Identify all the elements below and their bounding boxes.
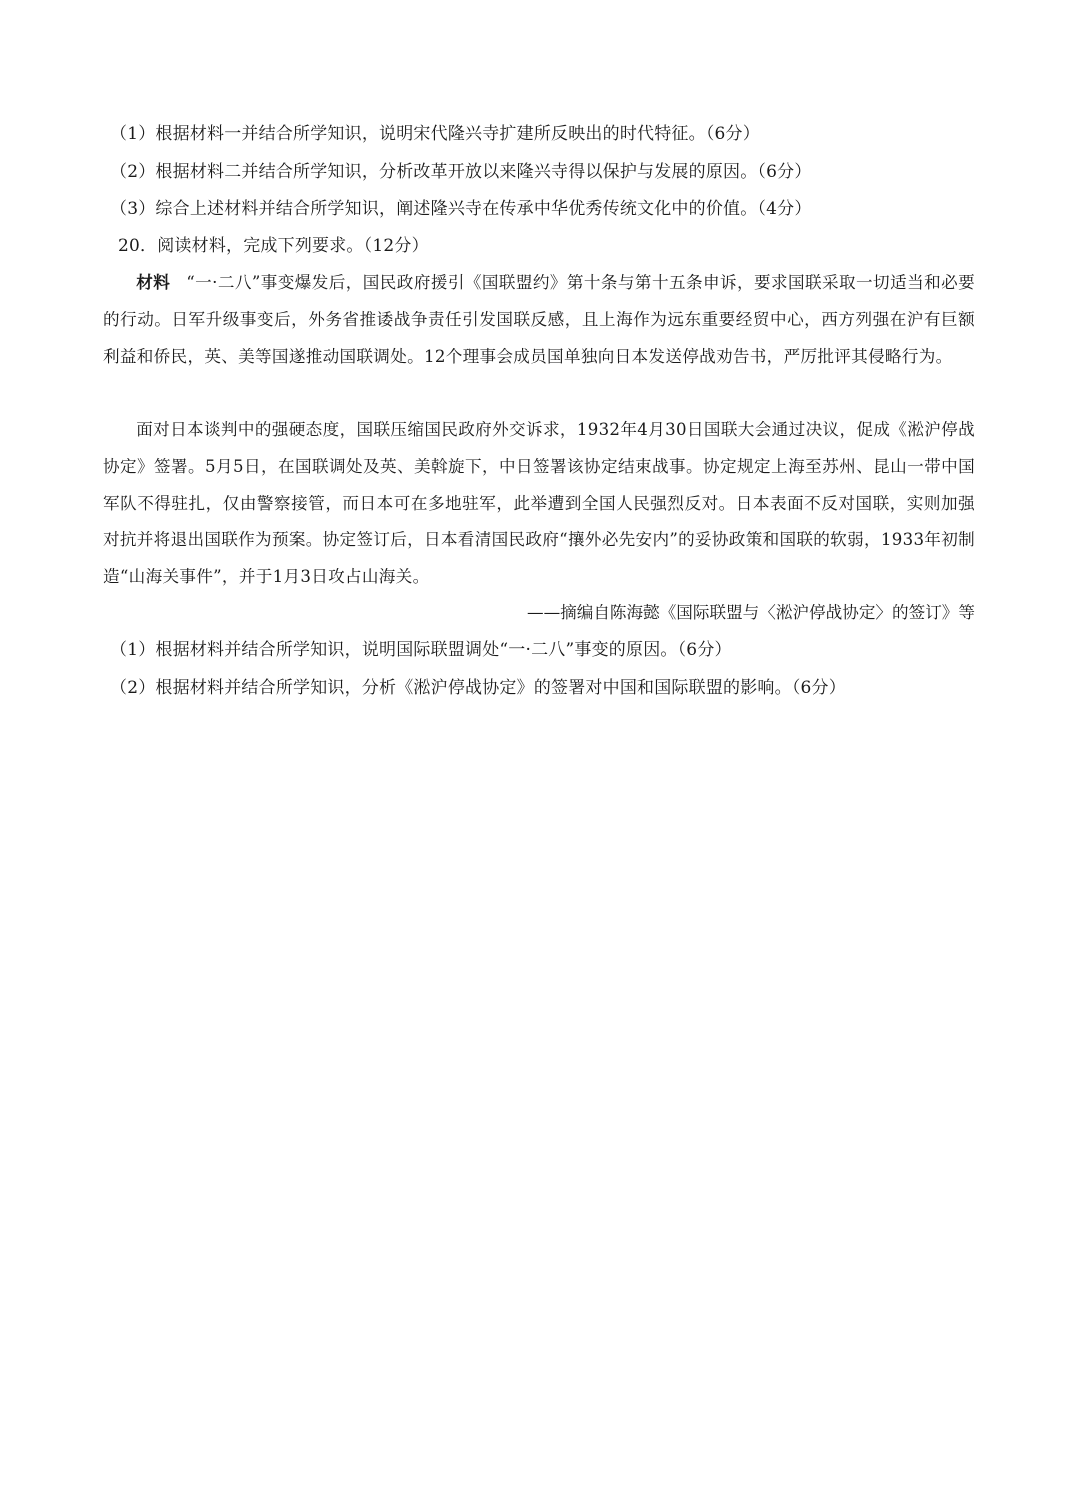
- prev-sub-question-3: （3）综合上述材料并结合所学知识，阐述隆兴寺在传承中华优秀传统文化中的价值。（4分）: [110, 199, 812, 219]
- material-label: 材料: [136, 272, 171, 292]
- prev-sub-question-1: （1）根据材料一并结合所学知识，说明宋代隆兴寺扩建所反映出的时代特征。（6分）: [110, 124, 760, 144]
- material-paragraph-1: [103, 264, 975, 375]
- q20-sub-question-1: （1）根据材料并结合所学知识，说明国际联盟调处“一·二八”事变的原因。（6分）: [110, 640, 732, 660]
- q20-sub-question-2: （2）根据材料并结合所学知识，分析《淞沪停战协定》的签署对中国和国际联盟的影响。（6分）: [110, 678, 846, 698]
- material-paragraph-1-text: “一·二八”事变爆发后，国民政府援引《国联盟约》第十条与第十五条申诉，要求国联采取一切适当和必要的行动。日军升级事变后，外务省推诿战争责任引发国联反感，且上海作为远东重要经贸中心，西方列强在沪有巨额利益和侨民，英、美等国遂推动国联调处。12个理事会成员国单独向日本发送停战劝告书，严厉批评其侵略行为。: [103, 273, 976, 366]
- question-20-heading: 20．阅读材料，完成下列要求。（12分）: [118, 236, 429, 256]
- prev-sub-question-2: （2）根据材料二并结合所学知识，分析改革开放以来隆兴寺得以保护与发展的原因。（6分）: [110, 162, 812, 182]
- material-source: ——摘编自陈海懿《国际联盟与〈淞沪停战协定〉的签订》等: [526, 603, 975, 622]
- material-paragraph-2: 面对日本谈判中的强硬态度，国联压缩国民政府外交诉求，1932年4月30日国联大会通过决议，促成《淞沪停战协定》签署。5月5日，在国联调处及英、美斡旋下，中日签署该协定结束战事。协定规定上海至苏州、昆山一带中国军队不得驻扎，仅由警察接管，而日本可在多地驻军，此举遭到全国人民强烈反对。日本表面不反对国联，实则加强对抗并将退出国联作为预案。协定签订后，日本看清国民政府“攘外必先安内”的妥协政策和国联的软弱，1933年初制造“山海关事件”，并于1月3日攻占山海关。: [103, 420, 975, 587]
